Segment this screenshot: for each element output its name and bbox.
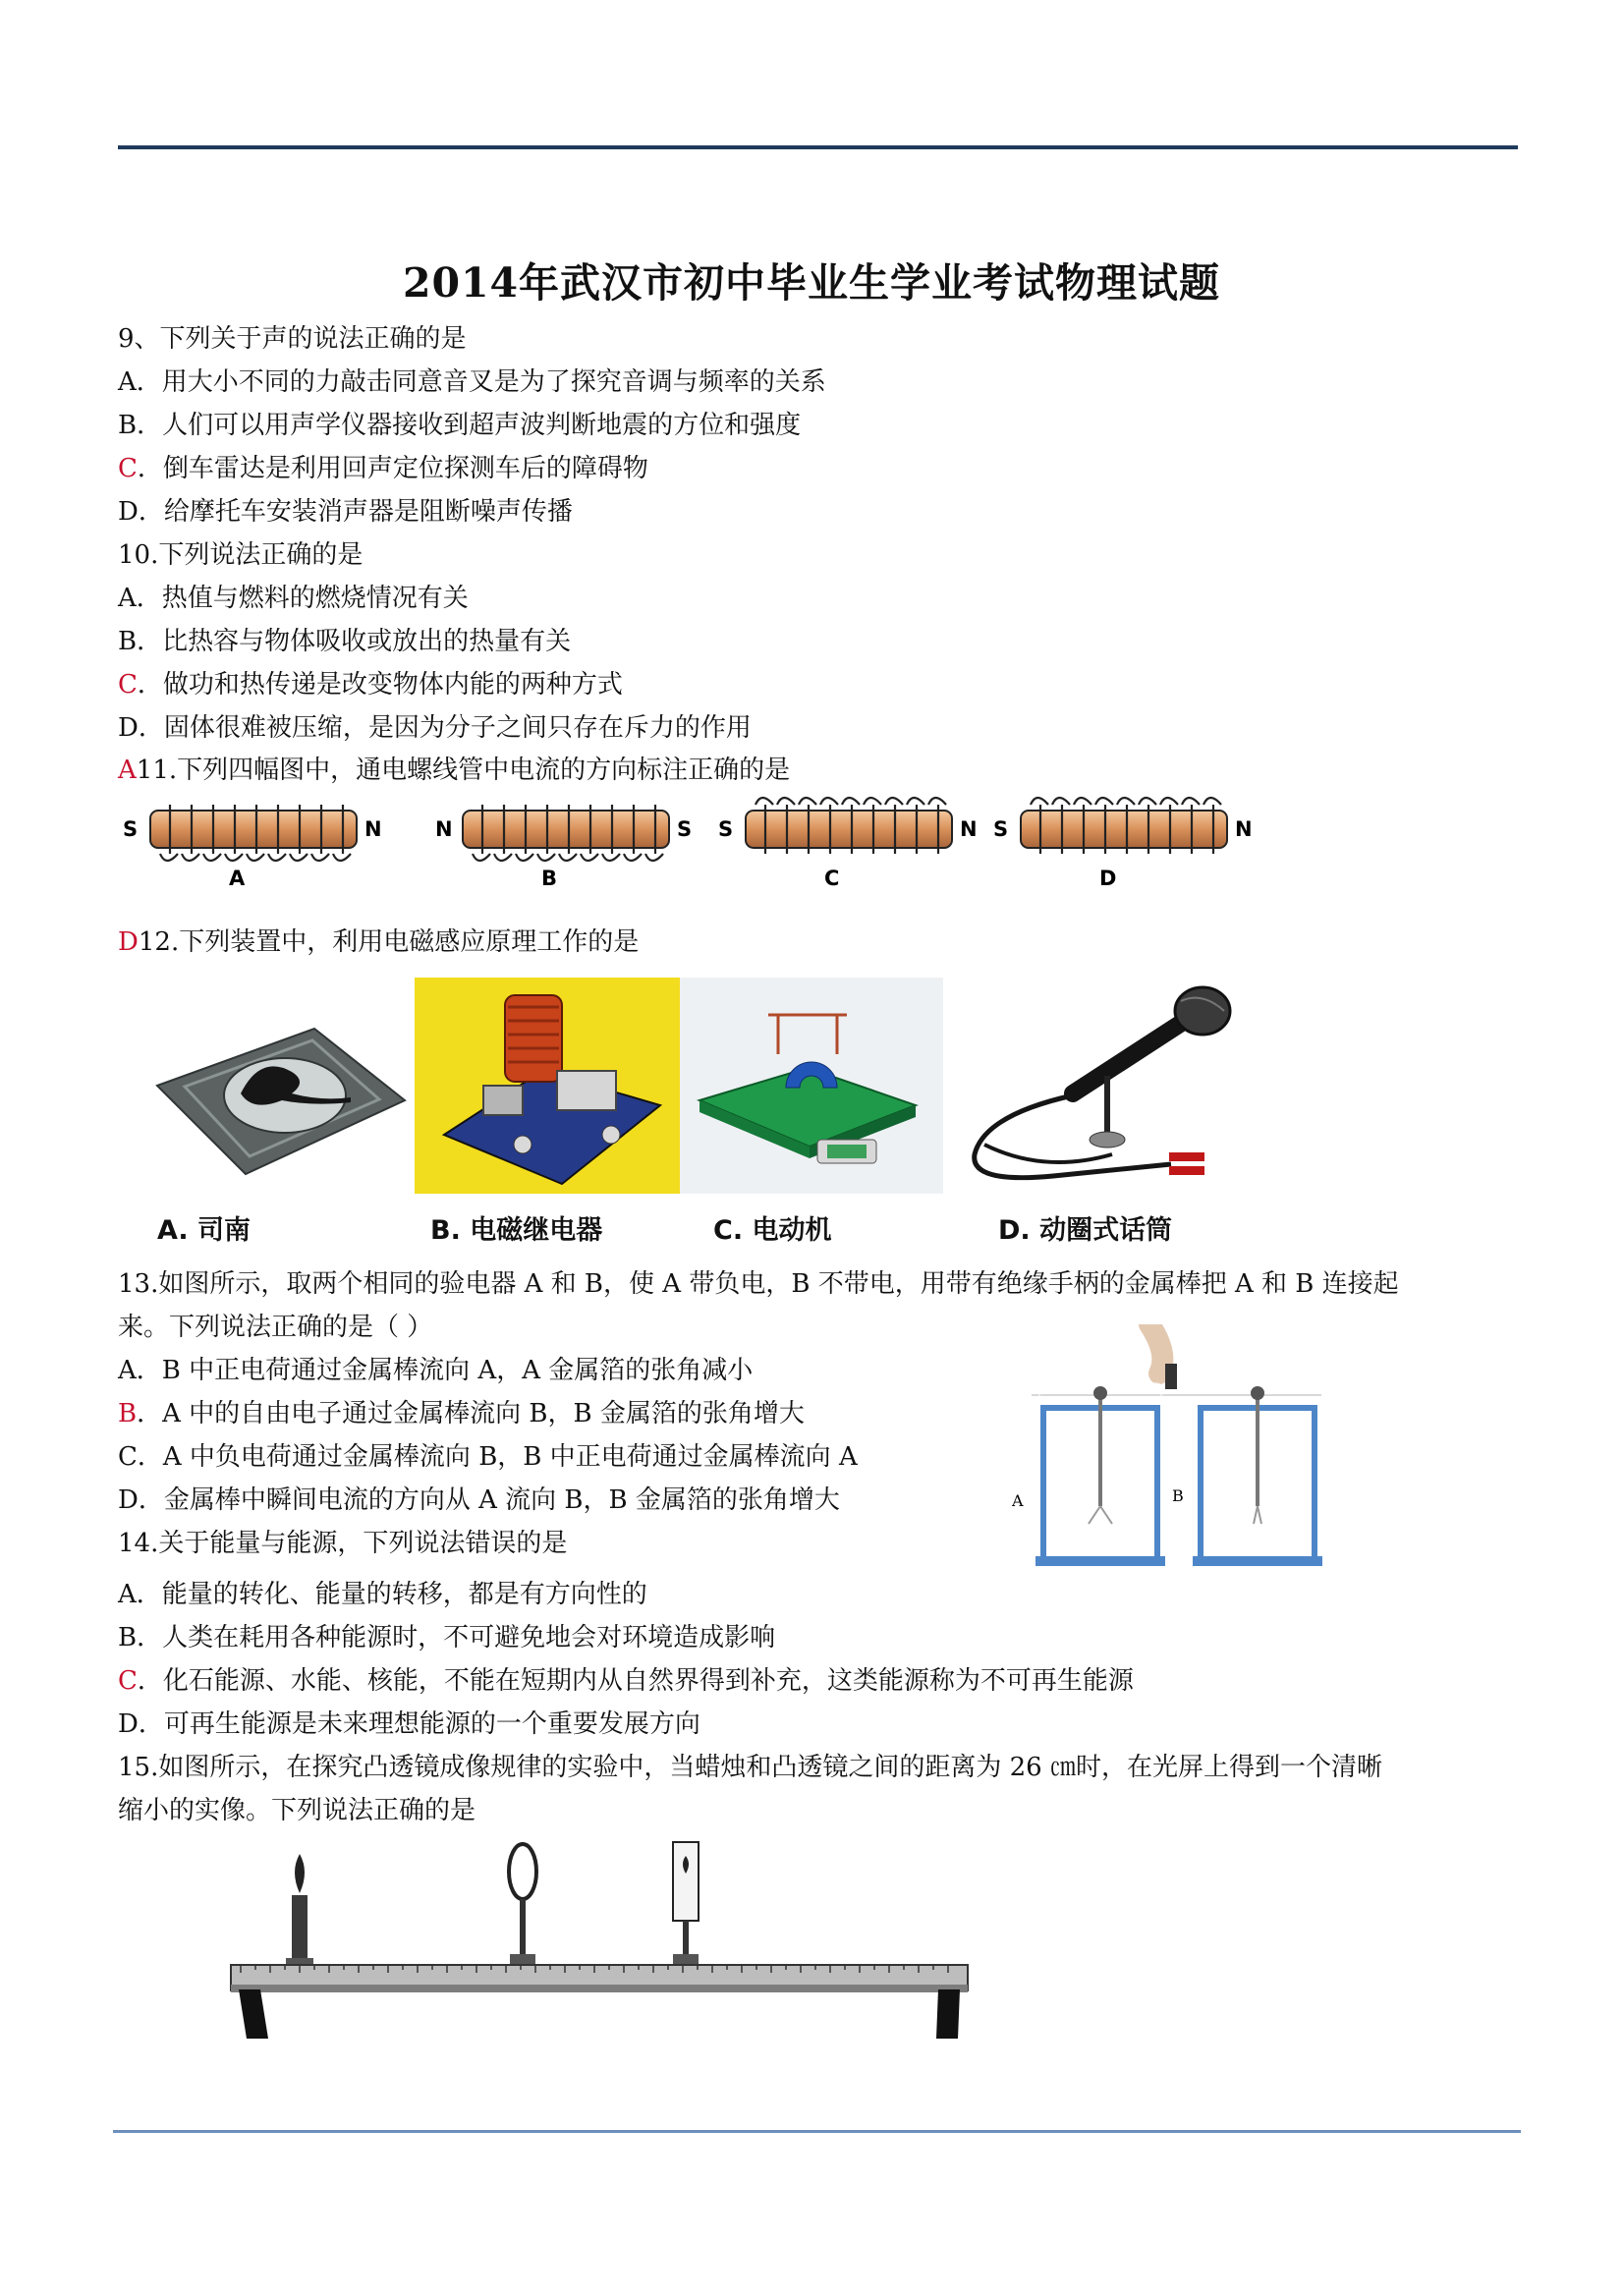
solenoid-b-right-pole: S (677, 817, 693, 841)
q15-stem-line1: 15.如图所示，在探究凸透镜成像规律的实验中，当蜡烛和凸透镜之间的距离为 26 ㎝时，在光屏上得到一个清晰 (118, 1753, 1382, 1782)
device-photos (138, 978, 1253, 1199)
q15-stem-line2: 缩小的实像。下列说法正确的是 (118, 1796, 476, 1825)
solenoid-d-label: D (1099, 867, 1117, 889)
q10-option-c: C．做功和热传递是改变物体内能的两种方式 (118, 670, 623, 700)
q9-stem: 9、下列关于声的说法正确的是 (118, 324, 467, 354)
q11-answer-mark: A (118, 756, 137, 785)
q14-option-b: B．人类在耗用各种能源时，不可避免地会对环境造成影响 (118, 1623, 776, 1652)
q9-option-a: A．用大小不同的力敲击同意音叉是为了探究音调与频率的关系 (118, 367, 826, 397)
page-title: 2014年武汉市初中毕业生学业考试物理试题 (402, 259, 1221, 307)
solenoid-a-label: A (229, 867, 246, 889)
q13-stem-line2: 来。下列说法正确的是（ ） (118, 1313, 433, 1342)
solenoid-d-right-pole: N (1235, 817, 1253, 841)
solenoid-d-left-pole: S (993, 817, 1009, 841)
solenoid-b-label: B (541, 867, 558, 889)
header-rule (118, 145, 1518, 149)
q12-caption-c: C. 电动机 (713, 1215, 832, 1246)
electroscope-b-label: B (1172, 1486, 1184, 1505)
electroscope-a-label: A (1012, 1491, 1024, 1510)
q14-stem: 14.关于能量与能源，下列说法错误的是 (118, 1529, 568, 1558)
q10-answer-mark: C (118, 670, 138, 700)
light-screen-icon (673, 1842, 699, 1966)
q13-stem-line1: 13.如图所示，取两个相同的验电器 A 和 B，使 A 带负电，B 不带电，用带有绝缘手柄的金属棒把 A 和 B 连接起 (118, 1269, 1399, 1299)
q9-option-d: D．给摩托车安装消声器是阻断噪声传播 (118, 497, 573, 527)
q14-answer-mark: C (118, 1666, 138, 1696)
q11-stem: A11.下列四幅图中，通电螺线管中电流的方向标注正确的是 (118, 756, 791, 785)
convex-lens-icon (509, 1844, 536, 1966)
solenoid-a-left-pole: S (123, 817, 139, 841)
q12-answer-mark: D (118, 927, 139, 957)
q14-option-a: A．能量的转化、能量的转移，都是有方向性的 (118, 1580, 647, 1609)
solenoid-a (123, 805, 382, 889)
relay-image (415, 978, 680, 1194)
q13-option-d: D．金属棒中瞬间电流的方向从 A 流向 B，B 金属箔的张角增大 (118, 1485, 840, 1515)
solenoid-a-right-pole: N (364, 817, 382, 841)
footer-rule (113, 2130, 1521, 2133)
q13-option-a: A．B 中正电荷通过金属棒流向 A，A 金属箔的张角减小 (118, 1356, 754, 1385)
sinan-image (138, 978, 413, 1199)
q9-answer-mark: C (118, 454, 138, 483)
solenoid-c-right-pole: N (960, 817, 978, 841)
microphone-image (945, 978, 1253, 1196)
q10-stem: 10.下列说法正确的是 (118, 540, 364, 570)
q10-option-b: B．比热容与物体吸收或放出的热量有关 (118, 627, 572, 656)
solenoid-b-left-pole: N (435, 817, 453, 841)
solenoid-b (435, 805, 692, 889)
q12-stem: D12.下列装置中，利用电磁感应原理工作的是 (118, 927, 640, 957)
optical-bench-diagram (221, 1832, 978, 2058)
q9-option-c: C．倒车雷达是利用回声定位探测车后的障碍物 (118, 454, 648, 483)
q9-option-b: B．人们可以用声学仪器接收到超声波判断地震的方位和强度 (118, 411, 802, 440)
q14-option-d: D．可再生能源是未来理想能源的一个重要发展方向 (118, 1709, 700, 1739)
q12-caption-a: A. 司南 (157, 1215, 252, 1246)
candle-icon (286, 1854, 313, 1968)
solenoid-d (993, 798, 1253, 889)
solenoid-c-left-pole: S (718, 817, 734, 841)
q13-option-c: C．A 中负电荷通过金属棒流向 B，B 中正电荷通过金属棒流向 A (118, 1442, 858, 1472)
q13-option-b: B．A 中的自由电子通过金属棒流向 B，B 金属箔的张角增大 (118, 1399, 805, 1428)
solenoid-c-label: C (824, 867, 840, 889)
q10-option-d: D．固体很难被压缩，是因为分子之间只存在斥力的作用 (118, 713, 752, 743)
solenoid-c (718, 798, 978, 889)
solenoid-diagrams (113, 791, 1272, 889)
q12-caption-b: B. 电磁继电器 (430, 1215, 603, 1246)
q10-option-a: A．热值与燃料的燃烧情况有关 (118, 584, 469, 613)
q13-answer-mark: B (118, 1399, 138, 1428)
q14-option-c: C．化石能源、水能、核能，不能在短期内从自然界得到补充，这类能源称为不可再生能源 (118, 1666, 1134, 1696)
q12-caption-d: D. 动圈式话筒 (998, 1215, 1173, 1246)
electroscope-diagram (1012, 1324, 1326, 1570)
motor-image (680, 978, 943, 1194)
